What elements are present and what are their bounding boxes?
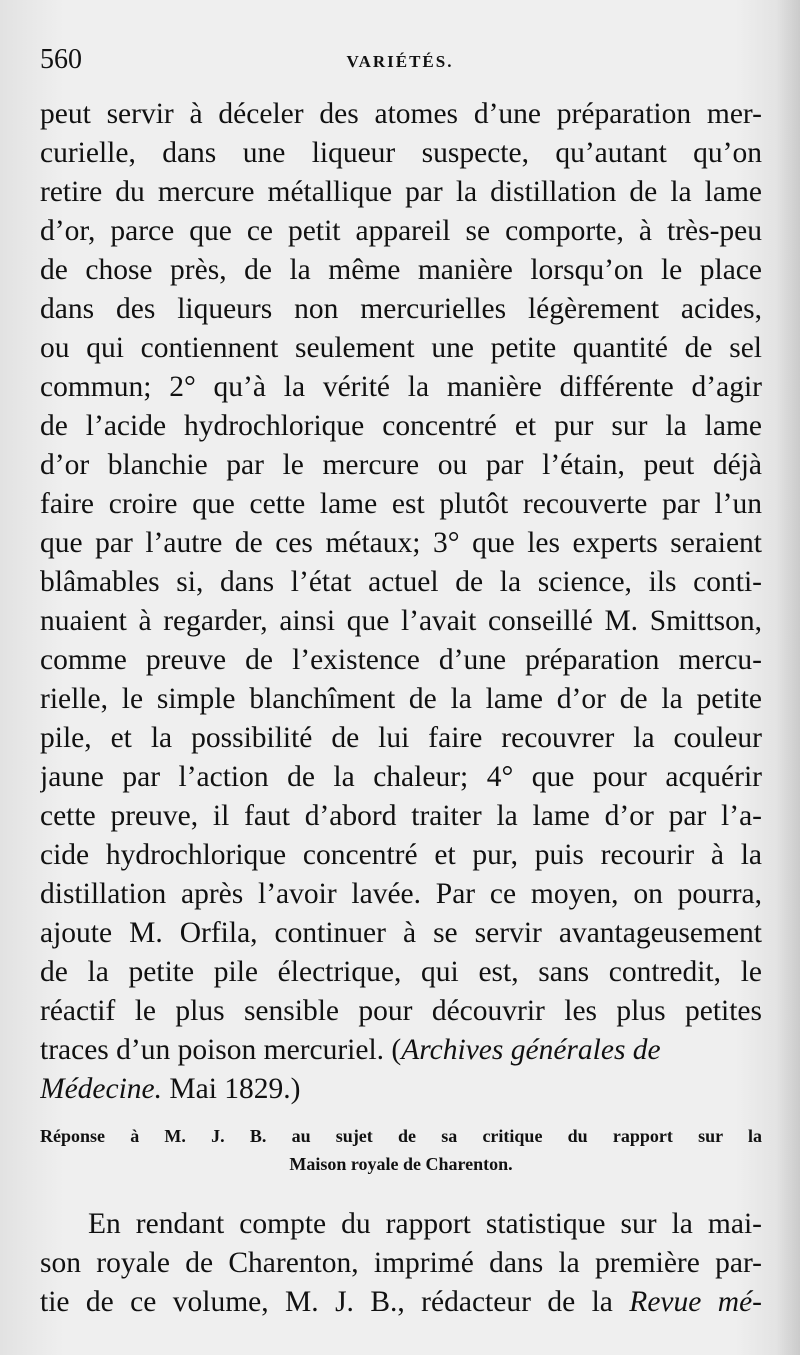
text-line: d’or, parce que ce petit appareil se comporte, à très-peu [40,215,762,247]
section-heading-line-1: Réponse à M. J. B. au sujet de sa critique du rapport sur la [40,1126,762,1146]
text-line: cide hydrochlorique concentré et pur, puis recourir à la [40,839,762,871]
body-text [40,95,762,1109]
section-line-last-text: tie de ce volume, M. J. B., rédacteur de la [40,1286,630,1318]
text-line: pile, et la possibilité de lui faire recouvrer la couleur [40,722,762,754]
text-line: jaune par l’action de la chaleur; 4° que pour acquérir [40,761,762,793]
citation-prefix: traces d’un poison mercuriel. ( [40,1034,402,1066]
text-line: dans des liqueurs non mercurielles légèrement acides, [40,293,762,325]
text-line: rielle, le simple blanchîment de la lame d’or de la petite [40,683,762,715]
section-line: son royale de Charenton, imprimé dans la première par- [40,1247,762,1279]
section-line-last-italic: Revue mé- [629,1286,762,1318]
text-line: faire croire que cette lame est plutôt recouverte par l’un [40,488,762,520]
text-line: de l’acide hydrochlorique concentré et pur sur la lame [40,410,762,442]
text-line: comme preuve de l’existence d’une préparation mercu- [40,644,762,676]
citation-line-2 [40,1070,762,1109]
text-line: commun; 2° qu’à la vérité la manière différente d’agir [40,371,762,403]
citation-source-italic: Archives générales de [401,1034,661,1066]
page-gutter-shadow [776,0,800,1355]
text-line: réactif le plus sensible pour découvrir les plus petites [40,995,762,1027]
section-line: En rendant compte du rapport statistique sur la mai- [88,1208,762,1240]
text-line: cette preuve, il faut d’abord traiter la lame d’or par l’a- [40,800,762,832]
text-line: d’or blanchie par le mercure ou par l’étain, peut déjà [40,449,762,481]
text-line: curielle, dans une liqueur suspecte, qu’autant qu’on [40,137,762,169]
text-line: de la petite pile électrique, qui est, sans contredit, le [40,956,762,988]
text-line: que par l’autre de ces métaux; 3° que les experts seraient [40,527,762,559]
text-line: blâmables si, dans l’état actuel de la science, ils conti- [40,566,762,598]
section-heading [40,1122,762,1178]
text-line: nuaient à regarder, ainsi que l’avait conseillé M. Smittson, [40,605,762,637]
citation-line-1 [40,1031,762,1070]
text-line: ou qui contiennent seulement une petite quantité de sel [40,332,762,364]
paragraph-lines [40,95,762,1031]
text-line: ajoute M. Orfila, continuer à se servir avantageusement [40,917,762,949]
page-number: 560 [40,44,82,75]
text-line: distillation après l’avoir lavée. Par ce moyen, on pourra, [40,878,762,910]
citation-source-italic-2: Médecine. [40,1073,163,1105]
section-body-text [40,1205,762,1322]
running-title: VARIÉTÉS. [346,52,454,71]
running-head [40,44,760,80]
text-line: retire du mercure métallique par la distillation de la lame [40,176,762,208]
citation-date: Mai 1829.) [162,1073,301,1105]
section-line-last [40,1283,762,1322]
text-line: peut servir à déceler des atomes d’une préparation mer- [40,98,762,130]
section-heading-line-2: Maison royale de Charenton. [289,1154,513,1174]
text-line: de chose près, de la même manière lorsqu’on le place [40,254,762,286]
